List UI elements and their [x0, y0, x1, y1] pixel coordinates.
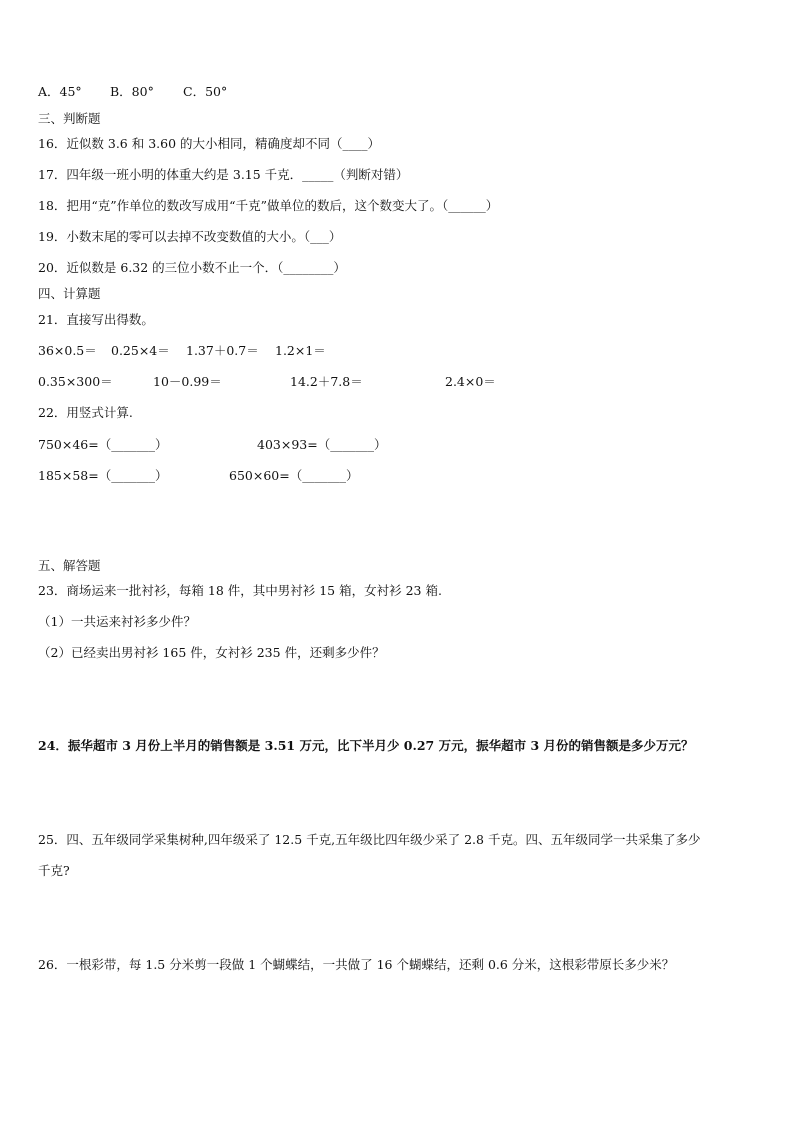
choice-a: A．45°: [38, 84, 82, 99]
section-title-calculation: 四、计算题: [38, 286, 101, 301]
choice-b: B．80°: [110, 84, 154, 99]
calc-row1-item: 1.2×1＝: [275, 343, 326, 358]
question-16: 16．近似数 3.6 和 3.60 的大小相同，精确度却不同（____）: [38, 136, 381, 151]
calc-row2-item: 2.4×0＝: [445, 374, 496, 389]
question-18: 18．把用“克”作单位的数改写成用“千克”做单位的数后，这个数变大了。（______）: [38, 198, 499, 213]
calc-row2-item: 10－0.99＝: [153, 374, 222, 389]
section-title-judgement: 三、判断题: [38, 111, 101, 126]
calc-row1-item: 1.37＋0.7＝: [186, 343, 259, 358]
question-20: 20．近似数是 6.32 的三位小数不止一个．（________）: [38, 260, 346, 275]
choice-c: C．50°: [183, 84, 228, 99]
calc-row2-item: 14.2＋7.8＝: [290, 374, 363, 389]
question-25-line-2: 千克?: [38, 863, 70, 878]
question-23: 23．商场运来一批衬衫，每箱 18 件，其中男衬衫 15 箱，女衬衫 23 箱.: [38, 583, 442, 598]
question-17: 17．四年级一班小明的体重大约是 3.15 千克．_____（判断对错）: [38, 167, 409, 182]
question-23-part-1: （1）一共运来衬衫多少件？: [38, 614, 196, 629]
question-22: 22．用竖式计算.: [38, 405, 133, 420]
question-25-line-1: 25．四、五年级同学采集树种,四年级采了 12.5 千克,五年级比四年级少采了 2.8 千克。四、五年级同学一共采集了多少: [38, 832, 701, 847]
calc-row1-item: 36×0.5＝: [38, 343, 97, 358]
question-26: 26．一根彩带，每 1.5 分米剪一段做 1 个蝴蝶结，一共做了 16 个蝴蝶结，还剩 0.6 分米，这根彩带原长多少米？: [38, 957, 675, 972]
vertical-calc-item: 750×46=（_______）: [38, 437, 168, 452]
calc-row1-item: 0.25×4＝: [111, 343, 170, 358]
vertical-calc-item: 650×60=（_______）: [229, 468, 359, 483]
calc-row2-item: 0.35×300＝: [38, 374, 113, 389]
question-19: 19．小数末尾的零可以去掉不改变数值的大小。（___）: [38, 229, 342, 244]
question-24: 24．振华超市 3 月份上半月的销售额是 3.51 万元，比下半月少 0.27 万元，振华超市 3 月份的销售额是多少万元？: [38, 738, 694, 753]
section-title-word-problems: 五、解答题: [38, 558, 101, 573]
vertical-calc-item: 185×58=（_______）: [38, 468, 168, 483]
vertical-calc-item: 403×93=（_______）: [257, 437, 387, 452]
question-21: 21．直接写出得数。: [38, 312, 154, 327]
question-23-part-2: （2）已经卖出男衬衫 165 件，女衬衫 235 件，还剩多少件？: [38, 645, 385, 660]
